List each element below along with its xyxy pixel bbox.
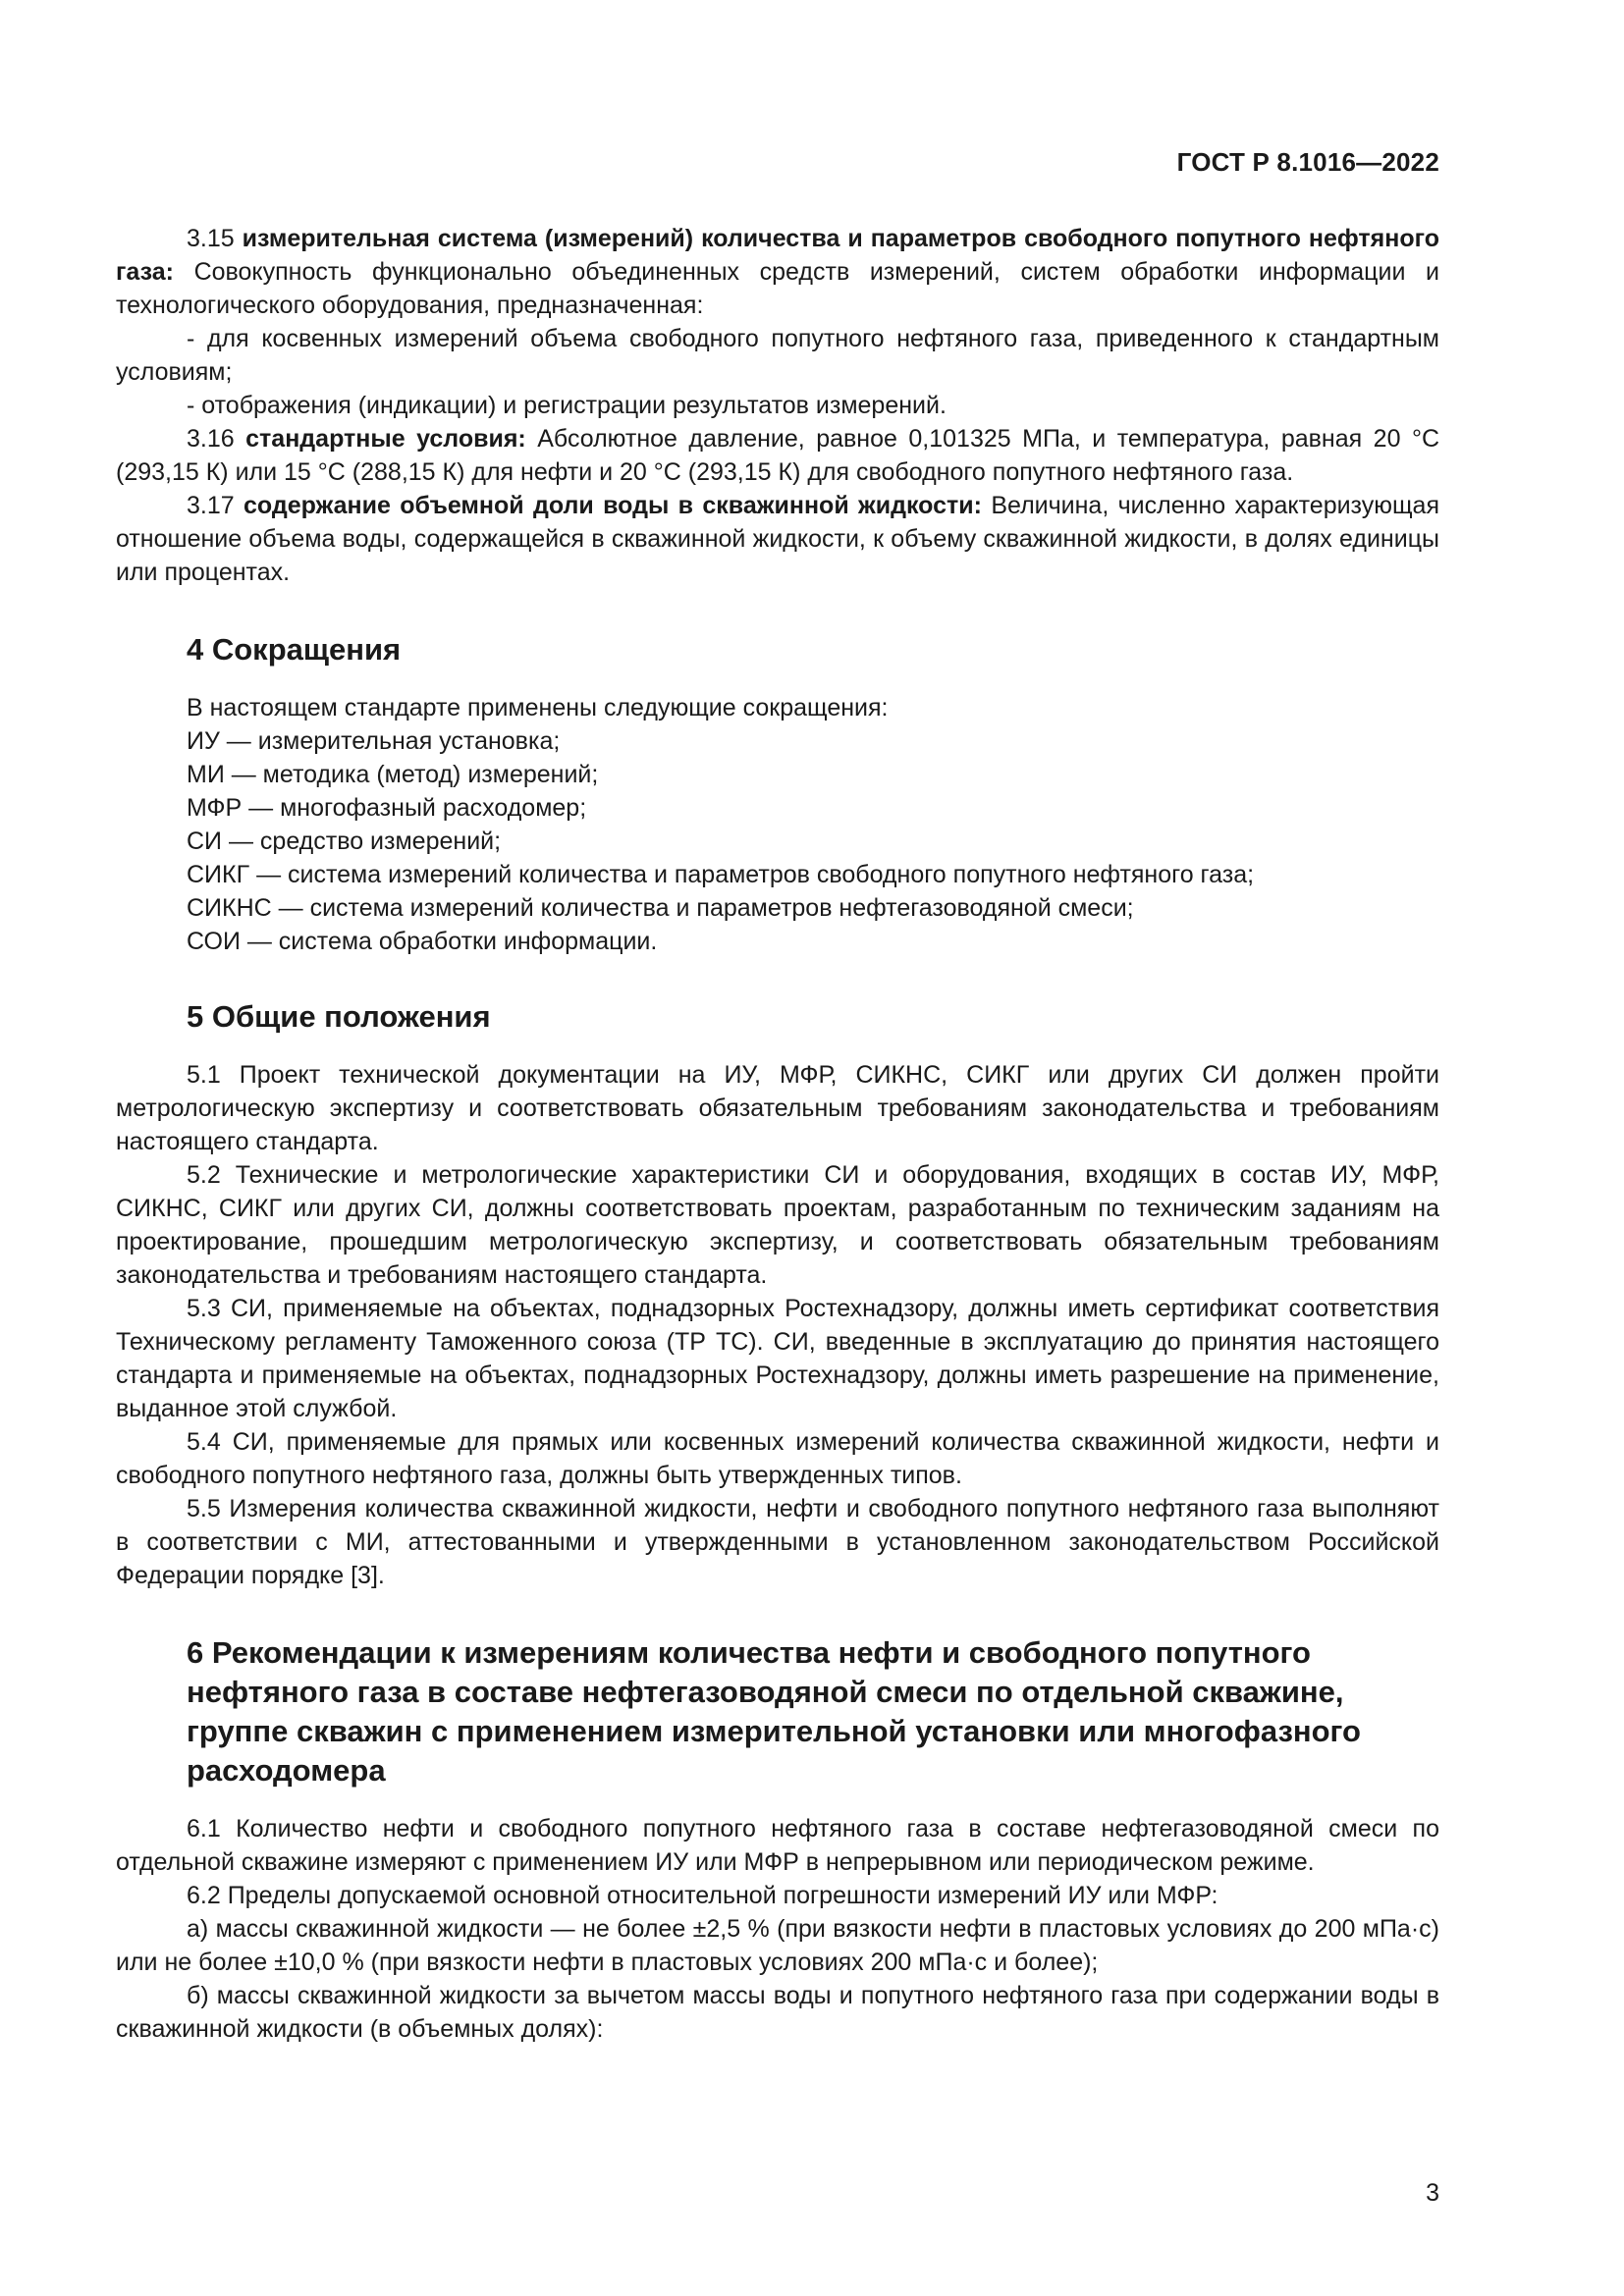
abbreviations-intro: В настоящем стандарте применены следующие сокращения: — [187, 694, 889, 721]
term-number: 3.15 — [187, 225, 235, 252]
clause-5-2: 5.2 Технические и метрологические характеристики СИ и оборудования, входящих в состав ИУ, МФР, СИКНС, СИКГ или других СИ, должны соответствовать проектам, разработанным по техническим заданиям на проектирование, прошедшим метрологическую экспертизу, и соответствовать обязательным требованиям законодательства и требованиям настоящего стандарта. — [116, 1161, 1439, 1289]
document-code: ГОСТ Р 8.1016—2022 — [1176, 147, 1439, 177]
clause-6-2-a: а) массы скважинной жидкости — не более ±2,5 % (при вязкости нефти в пластовых условиях до 200 мПа·с) или не более ±10,0 % (при вязкости нефти в пластовых условиях 200 мПа·с и более); — [116, 1915, 1439, 1976]
clause-5-5: 5.5 Измерения количества скважинной жидкости, нефти и свободного попутного нефтяного газа выполняют в соответствии с МИ, аттестованными и утвержденными в установленном законодательством Российской Федерации порядке [3]. — [116, 1495, 1439, 1589]
document-body — [116, 222, 1439, 2046]
abbreviation-item: ИУ — измерительная установка; — [187, 727, 561, 755]
term-number: 3.17 — [187, 492, 235, 519]
term-name: содержание объемной доли воды в скважинной жидкости: — [244, 492, 982, 519]
term-3-16 — [116, 422, 1439, 489]
term-definition: Величина, численно характеризующая отношение объема воды, содержащейся в скважинной жидкости, к объему скважинной жидкости, в долях единицы или процентах. — [116, 492, 1440, 586]
clause-6-2-b: б) массы скважинной жидкости за вычетом массы воды и попутного нефтяного газа при содержании воды в скважинной жидкости (в объемных долях): — [116, 1982, 1439, 2043]
clause-5-4: 5.4 СИ, применяемые для прямых или косвенных измерений количества скважинной жидкости, нефти и свободного попутного нефтяного газа, должны быть утвержденных типов. — [116, 1428, 1439, 1489]
term-3-15 — [116, 222, 1439, 322]
abbreviation-item: СИ — средство измерений; — [187, 828, 502, 855]
document-page — [116, 0, 1439, 2296]
abbreviation-item: СИКГ — система измерений количества и параметров свободного попутного нефтяного газа; — [187, 861, 1255, 888]
term-definition: Совокупность функционально объединенных средств измерений, систем обработки информации и технологического оборудования, предназначенная: — [116, 258, 1439, 319]
page-number: 3 — [1426, 2179, 1439, 2207]
term-3-17 — [116, 489, 1439, 589]
abbreviation-item: СОИ — система обработки информации. — [187, 928, 658, 955]
abbreviation-item: МИ — методика (метод) измерений; — [187, 761, 599, 788]
clause-5-3: 5.3 СИ, применяемые на объектах, поднадзорных Ростехнадзору, должны иметь сертификат соответствия Техническому регламенту Таможенного союза (ТР ТС). СИ, введенные в эксплуатацию до принятия настоящего стандарта и применяемые на объектах, поднадзорных Ростехнадзору, должны иметь разрешение на применение, выданное этой службой. — [116, 1295, 1439, 1422]
abbreviation-item: МФР — многофазный расходомер; — [187, 794, 587, 822]
clause-6-2: 6.2 Пределы допускаемой основной относительной погрешности измерений ИУ или МФР: — [187, 1882, 1218, 1909]
abbreviation-item: СИКНС — система измерений количества и параметров нефтегазоводяной смеси; — [187, 894, 1134, 922]
abbreviations-list — [116, 691, 1439, 958]
section-6-heading: 6 Рекомендации к измерениям количества нефти и свободного попутного нефтяного газа в составе нефтегазоводяной смеси по отдельной скважине, группе скважин с применением измерительной установки или многофазного расходомера — [187, 1635, 1361, 1788]
term-number: 3.16 — [187, 425, 235, 453]
term-3-15-item-1: - для косвенных измерений объема свободного попутного нефтяного газа, приведенного к стандартным условиям; — [116, 325, 1439, 386]
term-definition: Абсолютное давление, равное 0,101325 МПа, и температура, равная 20 °С (293,15 К) или 15 °С (288,15 К) для нефти и 20 °С (293,15 К) для свободного попутного нефтяного газа. — [116, 425, 1439, 486]
term-name: стандартные условия: — [245, 425, 526, 453]
term-name: измерительная система (измерений) количества и параметров свободного попутного нефтяного газа: — [116, 225, 1439, 286]
clause-5-1: 5.1 Проект технической документации на ИУ, МФР, СИКНС, СИКГ или других СИ должен пройти метрологическую экспертизу и соответствовать обязательным требованиям законодательства и требованиям настоящего стандарта. — [116, 1061, 1439, 1155]
clause-6-1: 6.1 Количество нефти и свободного попутного нефтяного газа в составе нефтегазоводяной смеси по отдельной скважине измеряют с применением ИУ или МФР в непрерывном или периодическом режиме. — [116, 1815, 1439, 1876]
term-3-15-item-2: - отображения (индикации) и регистрации результатов измерений. — [187, 392, 947, 419]
section-4-heading: 4 Сокращения — [187, 632, 402, 667]
section-5-heading: 5 Общие положения — [187, 999, 491, 1034]
